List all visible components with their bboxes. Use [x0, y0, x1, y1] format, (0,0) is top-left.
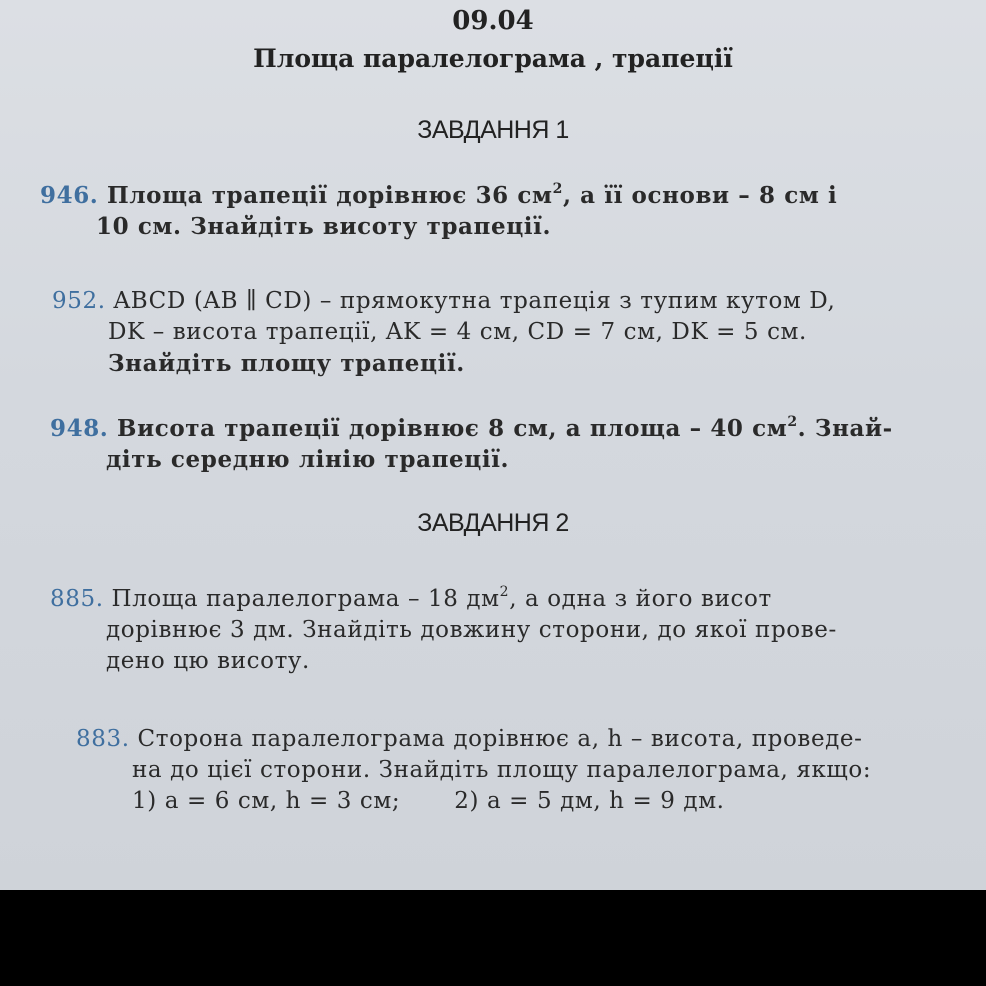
problem-885-line-1	[50, 584, 837, 615]
problem-946-line-2: 10 см. Знайдіть висоту трапеції.	[96, 213, 552, 240]
problem-885-line-2: дорівнює 3 дм. Знайдіть довжину сторони, до якої прове-	[106, 617, 837, 643]
problem-883-line-2: на до цієї сторони. Знайдіть площу паралелограма, якщо:	[132, 757, 872, 783]
problem-885-number: 885.	[50, 586, 104, 612]
problem-946-superscript: 2	[552, 181, 563, 197]
problem-948-superscript: 2	[787, 414, 798, 430]
problem-883-option-2: 2) a = 5 дм, h = 9 дм.	[454, 788, 725, 814]
problem-948-text-1b: . Знай-	[797, 415, 893, 442]
problem-885	[50, 584, 837, 677]
problem-883	[76, 724, 871, 817]
problem-948-number: 948.	[50, 415, 109, 442]
problem-883-number: 883.	[76, 726, 130, 752]
problem-946-line-1	[40, 180, 837, 211]
problem-883-text-1: Сторона паралелограма дорівнює a, h – висота, проведе-	[137, 726, 863, 752]
problem-952-line-3: Знайдіть площу трапеції.	[108, 350, 465, 377]
problem-885-text-1b: , а одна з його висот	[509, 586, 772, 612]
problem-946-text-1b: , а її основи – 8 см і	[562, 182, 838, 209]
problem-885-text-1: Площа паралелограма – 18 дм	[111, 586, 500, 612]
section-heading-2: ЗАВДАННЯ 2	[417, 509, 569, 537]
problem-946-text-1: Площа трапеції дорівнює 36 см	[107, 182, 553, 209]
problem-948-line-2: діть середню лінію трапеції.	[106, 446, 510, 473]
problem-948	[50, 413, 893, 475]
problem-952-text-1: ABCD (AB ∥ CD) – прямокутна трапеція з тупим кутом D,	[113, 288, 836, 314]
problem-885-superscript: 2	[499, 584, 510, 600]
problem-883-line-3	[76, 786, 871, 817]
problem-952-line-2: DK – висота трапеції, AK = 4 см, CD = 7 см, DK = 5 см.	[108, 319, 807, 345]
problem-948-line-1	[50, 413, 893, 444]
page-title: Площа паралелограма , трапеції	[253, 44, 733, 73]
problem-883-line-1	[76, 724, 871, 755]
section-heading-1: ЗАВДАННЯ 1	[417, 116, 569, 144]
problem-946	[40, 180, 837, 242]
problem-885-line-3: дено цю висоту.	[106, 648, 310, 674]
problem-946-number: 946.	[40, 182, 99, 209]
problem-952-number: 952.	[52, 288, 106, 314]
problem-952	[52, 286, 835, 379]
problem-952-line-1	[52, 286, 835, 317]
problem-883-option-1: 1) a = 6 см, h = 3 см;	[132, 788, 401, 814]
problem-948-text-1: Висота трапеції дорівнює 8 см, а площа – 40 см	[117, 415, 788, 442]
page-date: 09.04	[452, 6, 534, 36]
